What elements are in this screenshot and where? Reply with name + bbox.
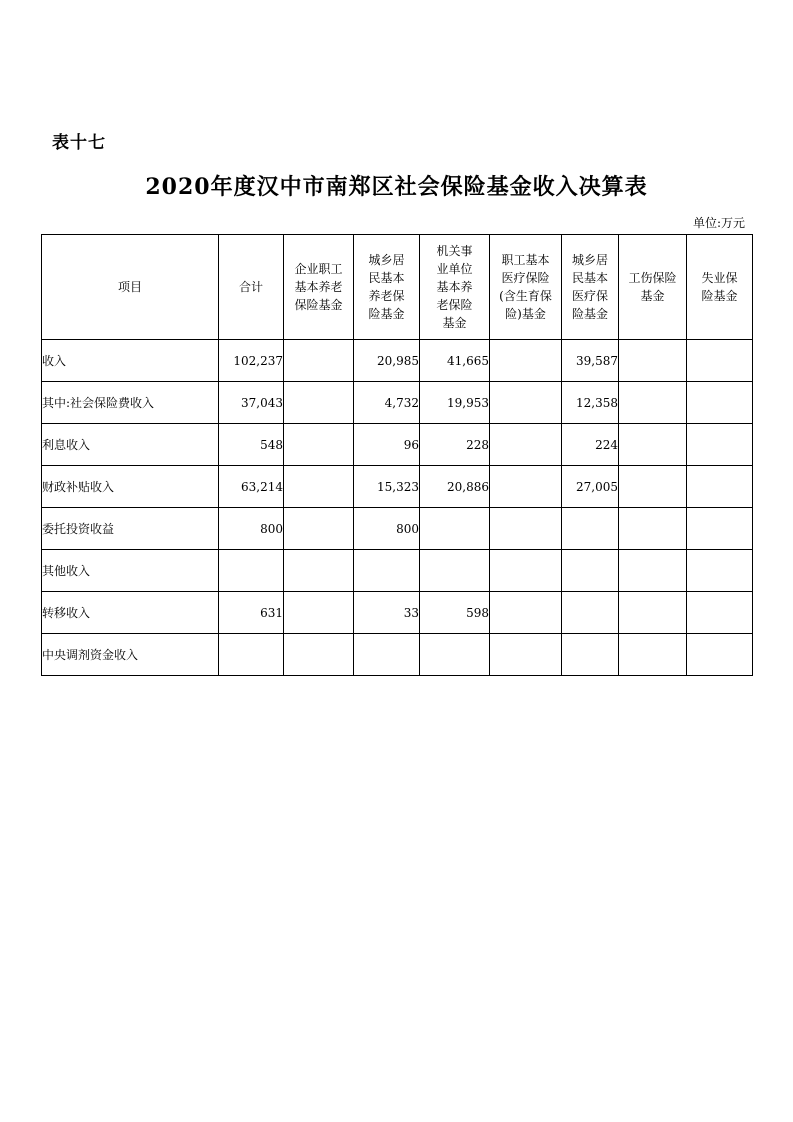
cell-c4 [490,508,562,550]
cell-total: 800 [219,508,284,550]
cell-total: 631 [219,592,284,634]
cell-total: 37,043 [219,382,284,424]
header-resident-medical: 城乡居 民基本 医疗保 险基金 [562,235,619,340]
cell-c4 [490,382,562,424]
cell-c5: 12,358 [562,382,619,424]
header-employee-medical: 职工基本 医疗保险 (含生育保 险)基金 [490,235,562,340]
cell-c5: 224 [562,424,619,466]
cell-c6 [619,424,687,466]
page-title: 2020年度汉中市南郑区社会保险基金收入决算表 [145,174,648,200]
row-label: 中央调剂资金收入 [42,634,219,676]
revenue-table [41,234,753,676]
cell-c3: 598 [420,592,490,634]
cell-c6 [619,340,687,382]
cell-total [219,550,284,592]
cell-c4 [490,424,562,466]
header-item: 项目 [42,235,219,340]
cell-c5: 39,587 [562,340,619,382]
cell-c1 [284,550,354,592]
cell-c2: 33 [354,592,420,634]
cell-c3: 20,886 [420,466,490,508]
cell-c6 [619,382,687,424]
cell-c2: 800 [354,508,420,550]
cell-c3: 41,665 [420,340,490,382]
cell-c1 [284,592,354,634]
header-institution-pension: 机关事 业单位 基本养 老保险 基金 [420,235,490,340]
cell-c7 [687,382,753,424]
row-label: 委托投资收益 [42,508,219,550]
table-row [42,466,753,508]
row-label: 转移收入 [42,592,219,634]
cell-c3: 19,953 [420,382,490,424]
header-unemployment-insurance: 失业保 险基金 [687,235,753,340]
row-label: 利息收入 [42,424,219,466]
header-resident-pension: 城乡居 民基本 养老保 险基金 [354,235,420,340]
cell-c6 [619,592,687,634]
cell-c4 [490,340,562,382]
cell-total: 102,237 [219,340,284,382]
cell-c2: 4,732 [354,382,420,424]
table-row [42,424,753,466]
row-label: 其中:社会保险费收入 [42,382,219,424]
cell-c4 [490,550,562,592]
cell-c7 [687,466,753,508]
table-row [42,592,753,634]
cell-c6 [619,466,687,508]
cell-c3 [420,634,490,676]
cell-c6 [619,550,687,592]
cell-c7 [687,340,753,382]
cell-c5: 27,005 [562,466,619,508]
cell-c1 [284,382,354,424]
cell-c2 [354,550,420,592]
header-enterprise-pension: 企业职工 基本养老 保险基金 [284,235,354,340]
cell-c2 [354,634,420,676]
table-row [42,634,753,676]
cell-c5 [562,550,619,592]
cell-c1 [284,340,354,382]
cell-c1 [284,424,354,466]
row-label: 财政补贴收入 [42,466,219,508]
cell-c6 [619,508,687,550]
cell-c7 [687,634,753,676]
cell-c7 [687,592,753,634]
table-row [42,508,753,550]
cell-c1 [284,634,354,676]
cell-c5 [562,634,619,676]
cell-c7 [687,550,753,592]
cell-c1 [284,508,354,550]
cell-total: 548 [219,424,284,466]
cell-c2: 15,323 [354,466,420,508]
row-label: 其他收入 [42,550,219,592]
cell-c2: 20,985 [354,340,420,382]
table-row [42,382,753,424]
cell-c4 [490,466,562,508]
cell-c7 [687,508,753,550]
header-total: 合计 [219,235,284,340]
header-row [42,235,753,340]
cell-total [219,634,284,676]
cell-total: 63,214 [219,466,284,508]
row-label: 收入 [42,340,219,382]
cell-c1 [284,466,354,508]
cell-c3: 228 [420,424,490,466]
cell-c5 [562,592,619,634]
cell-c4 [490,592,562,634]
table-row [42,340,753,382]
cell-c4 [490,634,562,676]
cell-c7 [687,424,753,466]
table-row [42,550,753,592]
cell-c3 [420,550,490,592]
cell-c2: 96 [354,424,420,466]
cell-c3 [420,508,490,550]
unit-label: 单位:万元 [692,216,745,230]
table-number: 表十七 [52,133,106,153]
header-injury-insurance: 工伤保险 基金 [619,235,687,340]
cell-c6 [619,634,687,676]
cell-c5 [562,508,619,550]
